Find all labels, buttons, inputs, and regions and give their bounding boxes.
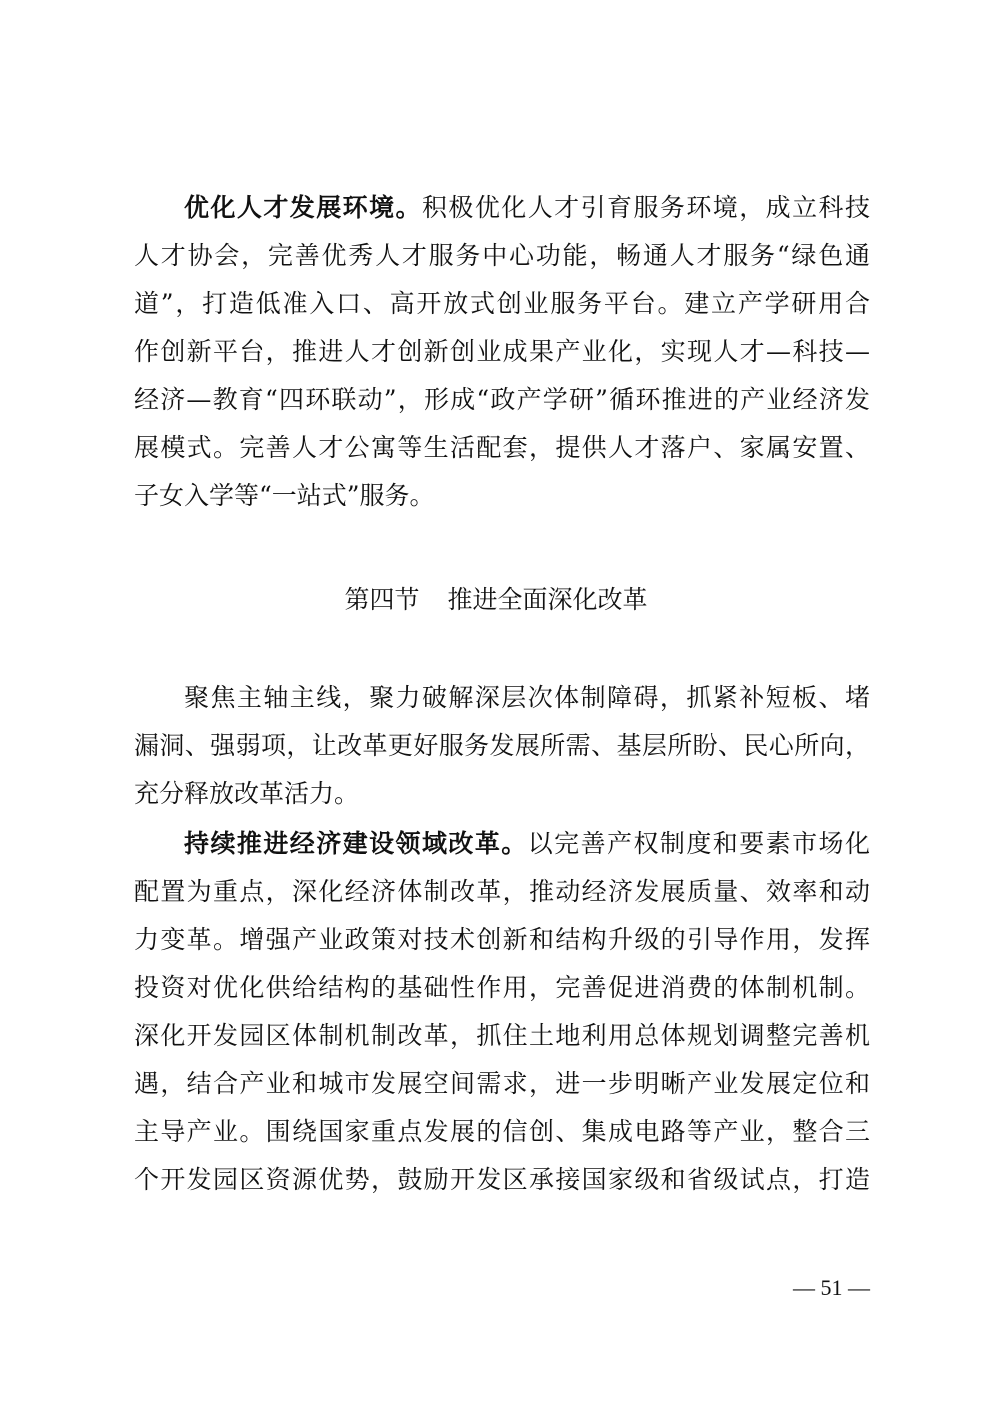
paragraph-heading: 持续推进经济建设领域改革。 xyxy=(184,829,528,858)
paragraph-line xyxy=(184,190,870,226)
paragraph-line: 人才协会，完善优秀人才服务中心功能，畅通人才服务“绿色通 xyxy=(134,241,870,270)
paragraph-heading: 优化人才发展环境。 xyxy=(184,193,422,222)
paragraph-line: 经济—教育“四环联动”，形成“政产学研”循环推进的产业经济发 xyxy=(134,385,870,414)
paragraph-line: 道”，打造低准入口、高开放式创业服务平台。建立产学研用合 xyxy=(134,289,870,318)
paragraph-line: 主导产业。围绕国家重点发展的信创、集成电路等产业，整合三 xyxy=(134,1117,870,1146)
paragraph-line: 遇，结合产业和城市发展空间需求，进一步明晰产业发展定位和 xyxy=(134,1069,870,1098)
paragraph-line: 深化开发园区体制机制改革，抓住土地利用总体规划调整完善机 xyxy=(134,1021,870,1050)
paragraph-line: 子女入学等“一站式”服务。 xyxy=(134,481,435,510)
paragraph-line xyxy=(184,826,870,862)
section-title xyxy=(0,582,992,618)
section-heading: 推进全面深化改革 xyxy=(447,585,648,614)
paragraph-line: 聚焦主轴主线，聚力破解深层次体制障碍，抓紧补短板、堵 xyxy=(184,683,870,712)
paragraph-line: 展模式。完善人才公寓等生活配套，提供人才落户、家属安置、 xyxy=(134,433,870,462)
paragraph-line: 漏洞、强弱项，让改革更好服务发展所需、基层所盼、民心所向， xyxy=(134,731,870,760)
paragraph-line: 投资对优化供给结构的基础性作用，完善促进消费的体制机制。 xyxy=(134,973,870,1002)
paragraph-line: 个开发园区资源优势，鼓励开发区承接国家级和省级试点，打造 xyxy=(134,1165,870,1194)
section-number: 第四节 xyxy=(344,585,420,614)
paragraph-line: 配置为重点，深化经济体制改革，推动经济发展质量、效率和动 xyxy=(134,877,870,906)
paragraph-text: 积极优化人才引育服务环境，成立科技 xyxy=(421,193,870,222)
paragraph-line: 作创新平台，推进人才创新创业成果产业化，实现人才—科技— xyxy=(134,337,870,366)
paragraph-text: 以完善产权制度和要素市场化 xyxy=(527,829,870,858)
page-number: — 51 — xyxy=(793,1275,870,1300)
paragraph-line: 力变革。增强产业政策对技术创新和结构升级的引导作用，发挥 xyxy=(134,925,870,954)
paragraph-line: 充分释放改革活力。 xyxy=(134,779,360,808)
